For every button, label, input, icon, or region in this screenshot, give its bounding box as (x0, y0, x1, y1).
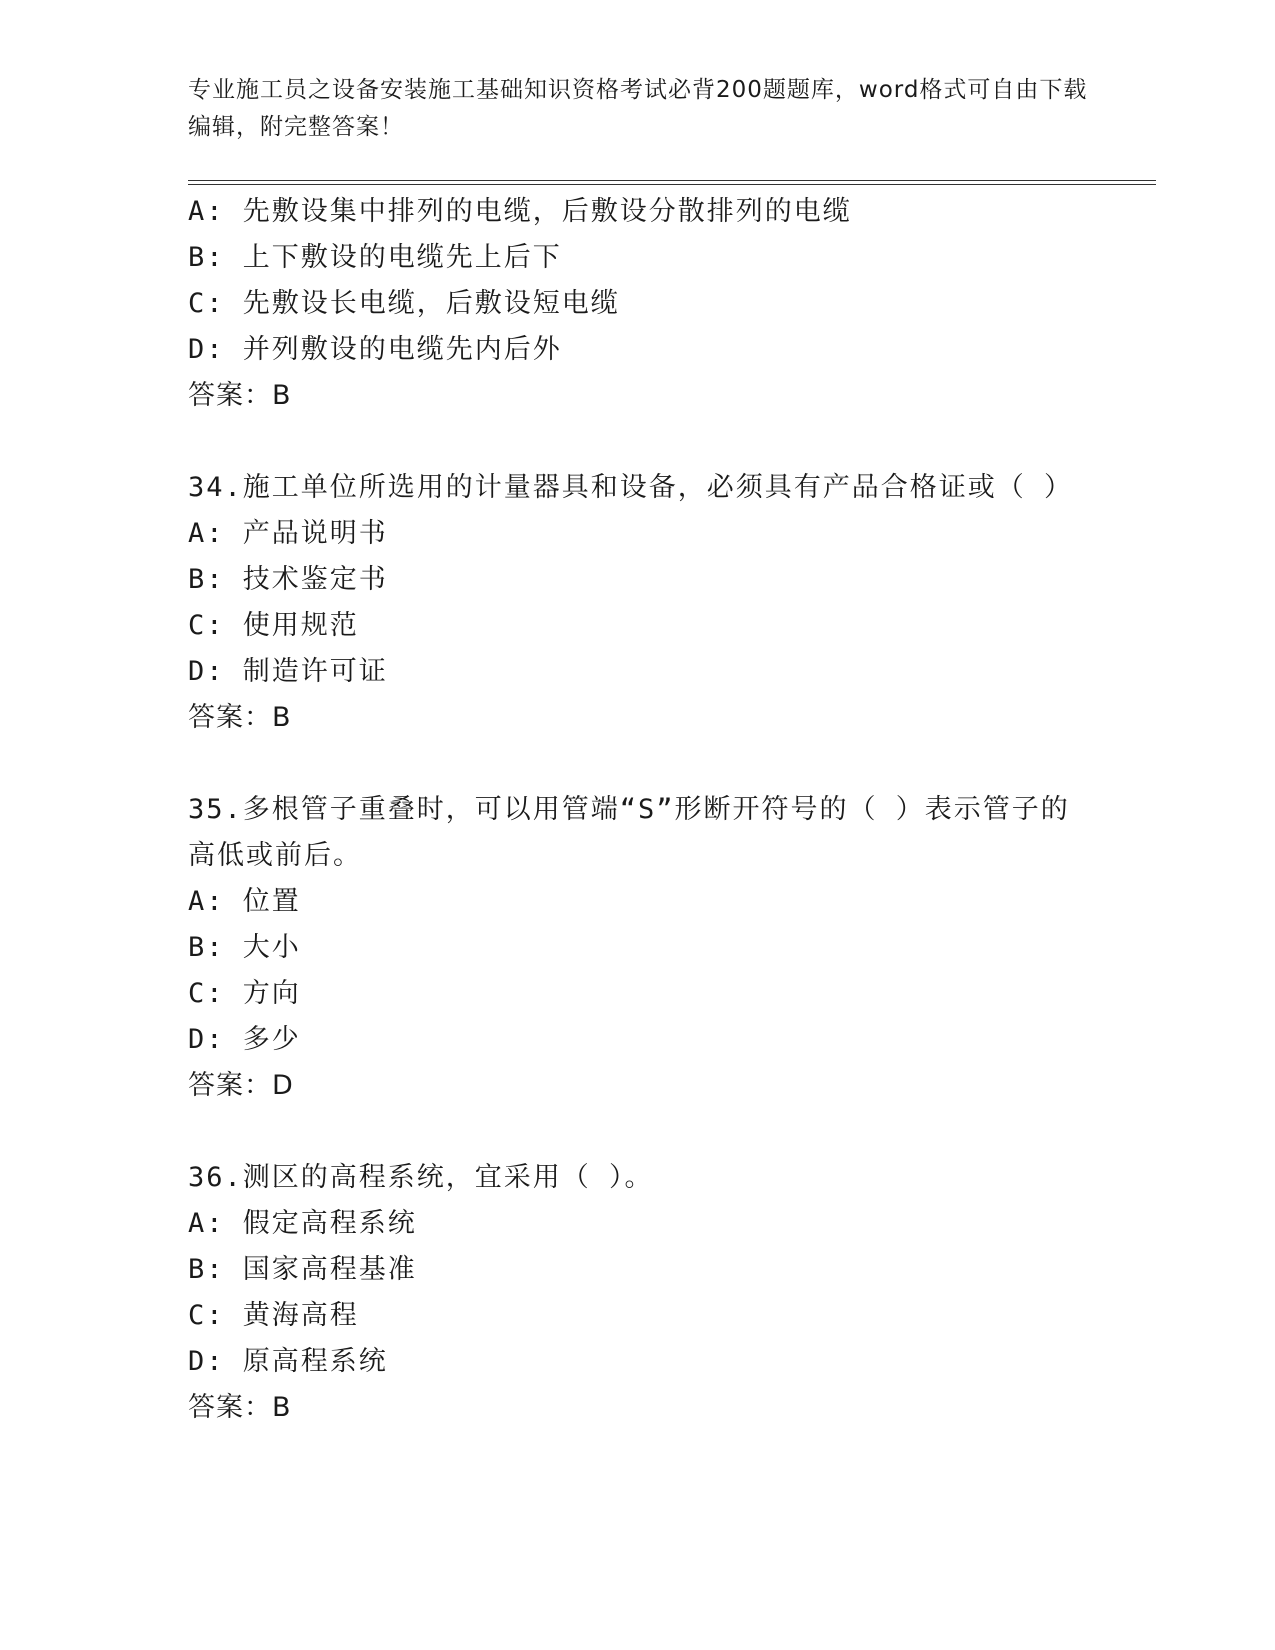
header-divider-double (188, 184, 1156, 185)
option-c: C: 使用规范 (188, 610, 359, 641)
option-d: D: 原高程系统 (188, 1346, 388, 1377)
question-list (188, 189, 1138, 1431)
option-a: A: 产品说明书 (188, 518, 388, 549)
question-block-33 (188, 189, 1138, 419)
option-b: B: 上下敷设的电缆先上后下 (188, 242, 562, 273)
option-c: C: 方向 (188, 978, 301, 1009)
question-block-36 (188, 1155, 1138, 1431)
option-a: A: 先敷设集中排列的电缆，后敷设分散排列的电缆 (188, 196, 852, 227)
question-text: 36.测区的高程系统，宜采用（ ）。 (188, 1162, 654, 1193)
question-block-34 (188, 465, 1138, 741)
option-c: C: 先敷设长电缆，后敷设短电缆 (188, 288, 620, 319)
option-a: A: 假定高程系统 (188, 1208, 417, 1239)
option-d: D: 多少 (188, 1024, 301, 1055)
option-b: B: 国家高程基准 (188, 1254, 417, 1285)
answer-text: 答案：B (188, 1392, 292, 1423)
question-text: 35.多根管子重叠时，可以用管端“S”形断开符号的（ ）表示管子的高低或前后。 (188, 794, 1070, 871)
answer-text: 答案：B (188, 702, 292, 733)
option-d: D: 并列敷设的电缆先内后外 (188, 334, 562, 365)
question-block-35 (188, 787, 1138, 1109)
option-a: A: 位置 (188, 886, 301, 917)
option-d: D: 制造许可证 (188, 656, 388, 687)
option-b: B: 大小 (188, 932, 301, 963)
option-c: C: 黄海高程 (188, 1300, 359, 1331)
answer-text: 答案：B (188, 380, 292, 411)
question-text: 34.施工单位所选用的计量器具和设备，必须具有产品合格证或（ ） (188, 472, 1074, 503)
option-b: B: 技术鉴定书 (188, 564, 388, 595)
answer-text: 答案：D (188, 1070, 294, 1101)
header-divider (188, 180, 1156, 181)
page-title: 专业施工员之设备安装施工基础知识资格考试必背200题题库，word格式可自由下载编辑，附完整答案！ (188, 77, 1088, 140)
